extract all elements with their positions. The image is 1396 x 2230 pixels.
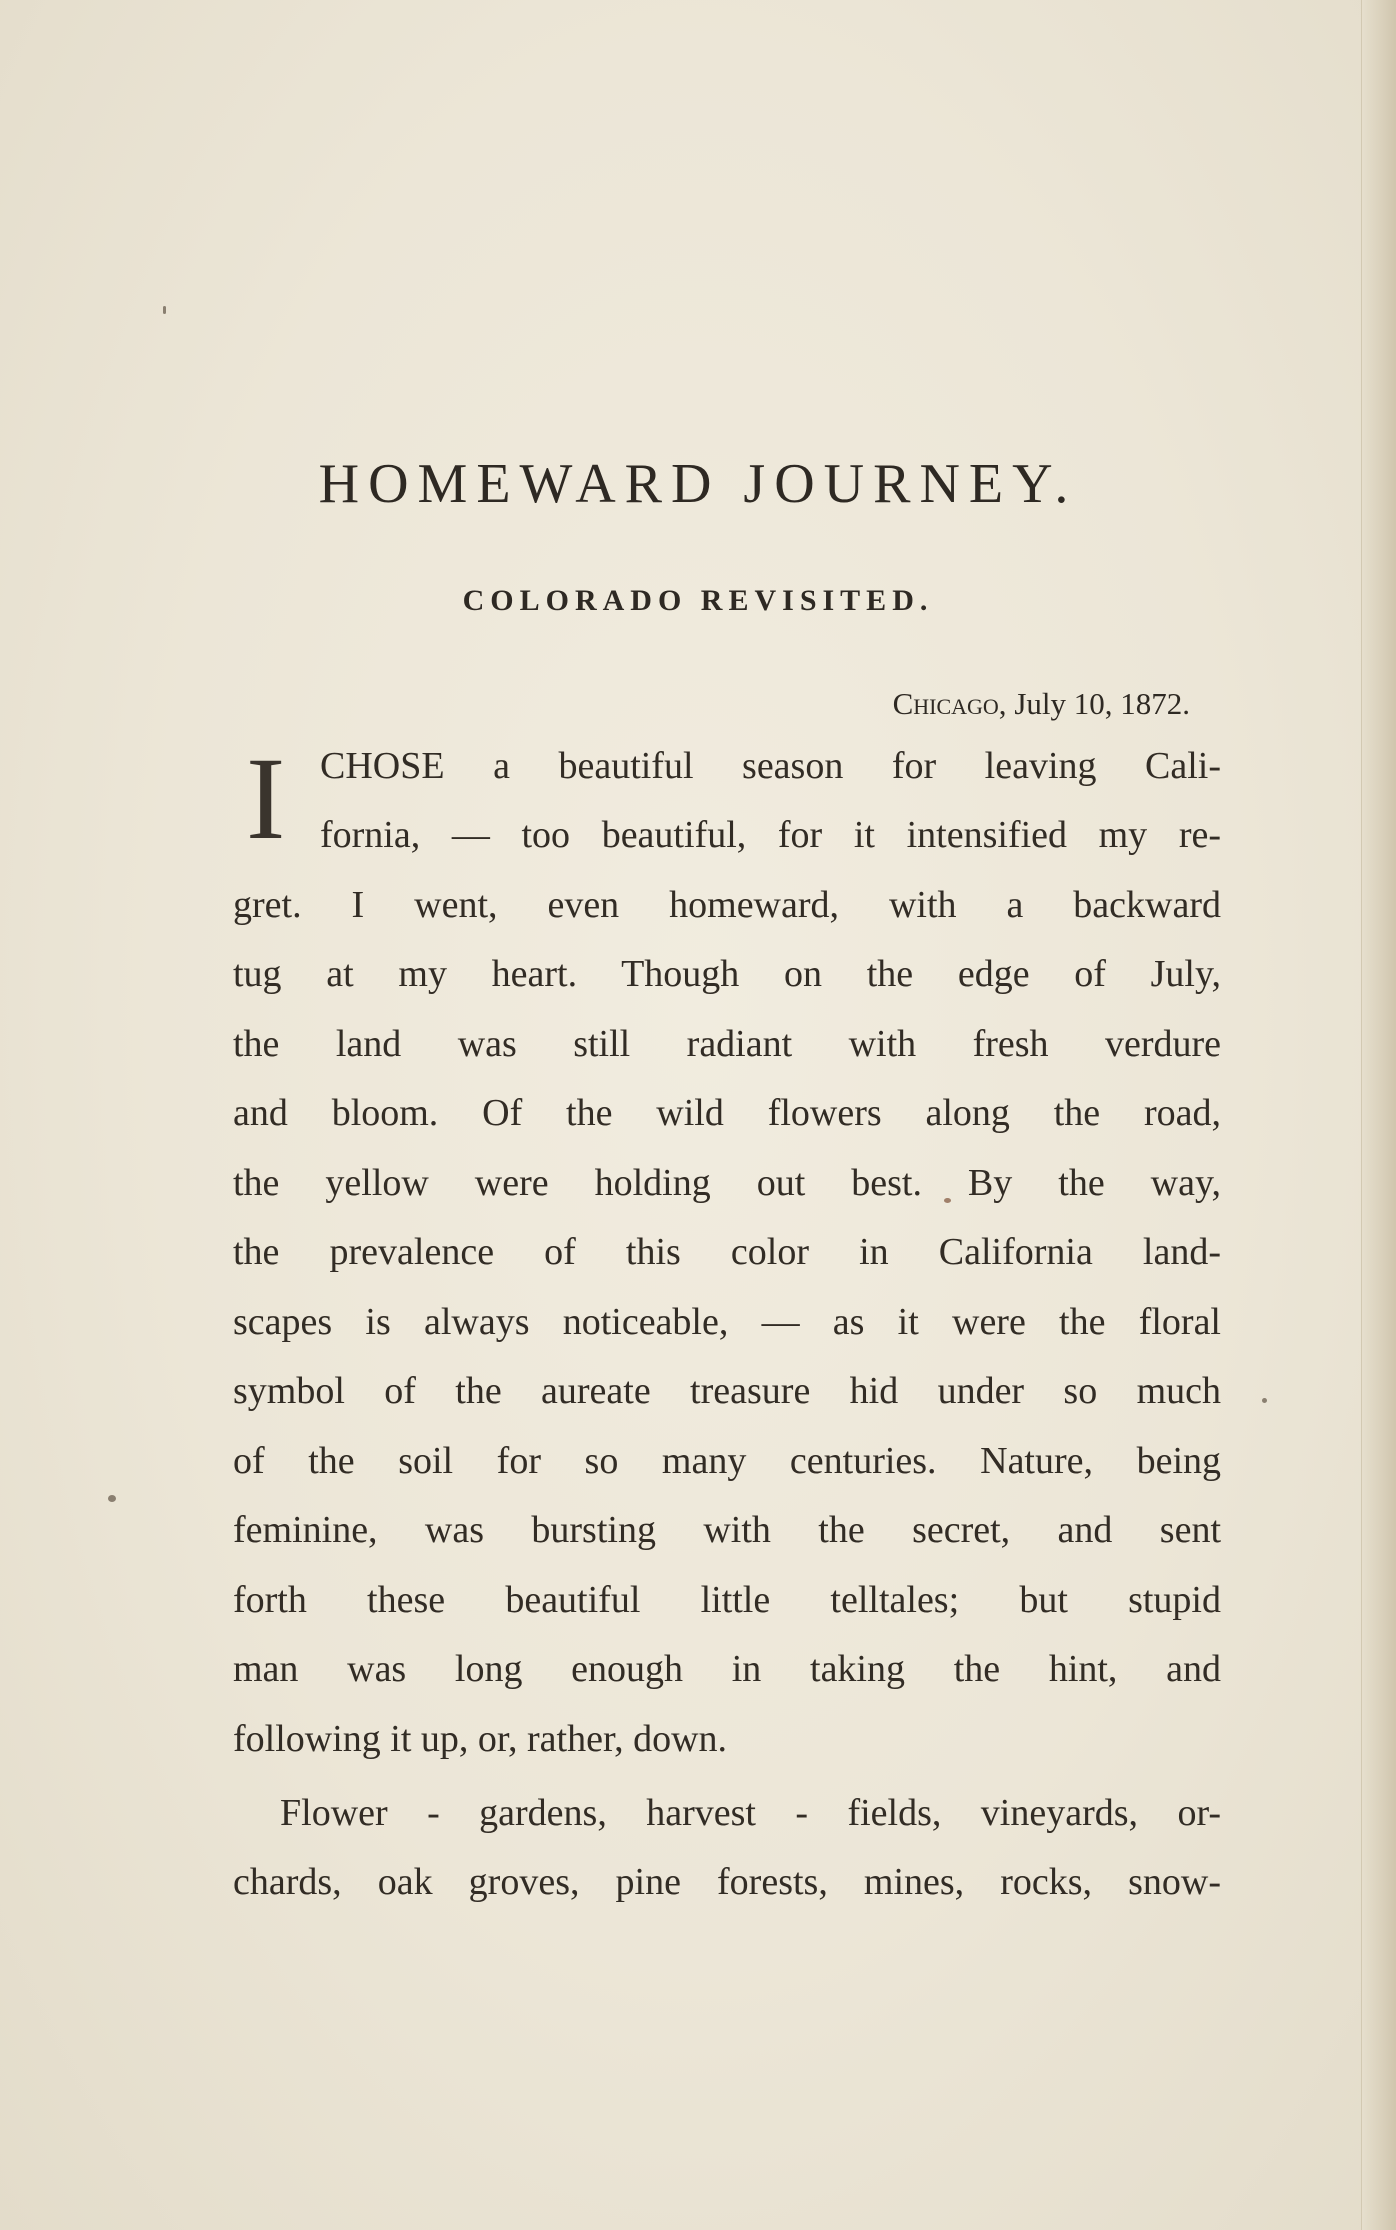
text-line: symbol of the aureate treasure hid under so much [233, 1370, 1221, 1412]
drop-cap: I [246, 733, 286, 864]
text-line: of the soil for so many centuries. Nature, being [233, 1440, 1221, 1482]
text-line: and bloom. Of the wild flowers along the road, [233, 1092, 1221, 1134]
dateline [893, 686, 1190, 722]
paper-speck [163, 306, 166, 314]
text-line: following it up, or, rather, down. [233, 1718, 728, 1760]
text-line: man was long enough in taking the hint, and [233, 1648, 1221, 1690]
dateline-place: Chicago, [892, 686, 1007, 721]
page-edge [1361, 0, 1396, 2230]
chapter-subtitle: COLORADO REVISITED. [462, 584, 934, 617]
text-line: fornia, — too beautiful, for it intensified my re- [320, 814, 1221, 856]
text-line: the prevalence of this color in California land- [233, 1231, 1221, 1273]
text-line: feminine, was bursting with the secret, and sent [233, 1509, 1221, 1551]
text-line: scapes is always noticeable, — as it were the floral [233, 1301, 1221, 1343]
text-line: Flower - gardens, harvest - fields, vineyards, or- [280, 1792, 1221, 1834]
text-line: tug at my heart. Though on the edge of July, [233, 953, 1221, 995]
dateline-date: July 10, 1872. [1014, 686, 1190, 721]
paper-speck [1262, 1398, 1267, 1403]
text-line: chards, oak groves, pine forests, mines, rocks, snow- [233, 1861, 1221, 1903]
text-line: forth these beautiful little telltales; but stupid [233, 1579, 1221, 1621]
chapter-title: HOMEWARD JOURNEY. [318, 453, 1078, 515]
text-line: the yellow were holding out best. By the way, [233, 1162, 1221, 1204]
paper-speck [108, 1495, 116, 1502]
text-line: gret. I went, even homeward, with a backward [233, 884, 1221, 926]
text-line: CHOSE a beautiful season for leaving Cali- [320, 745, 1221, 787]
text-line: the land was still radiant with fresh verdure [233, 1023, 1221, 1065]
